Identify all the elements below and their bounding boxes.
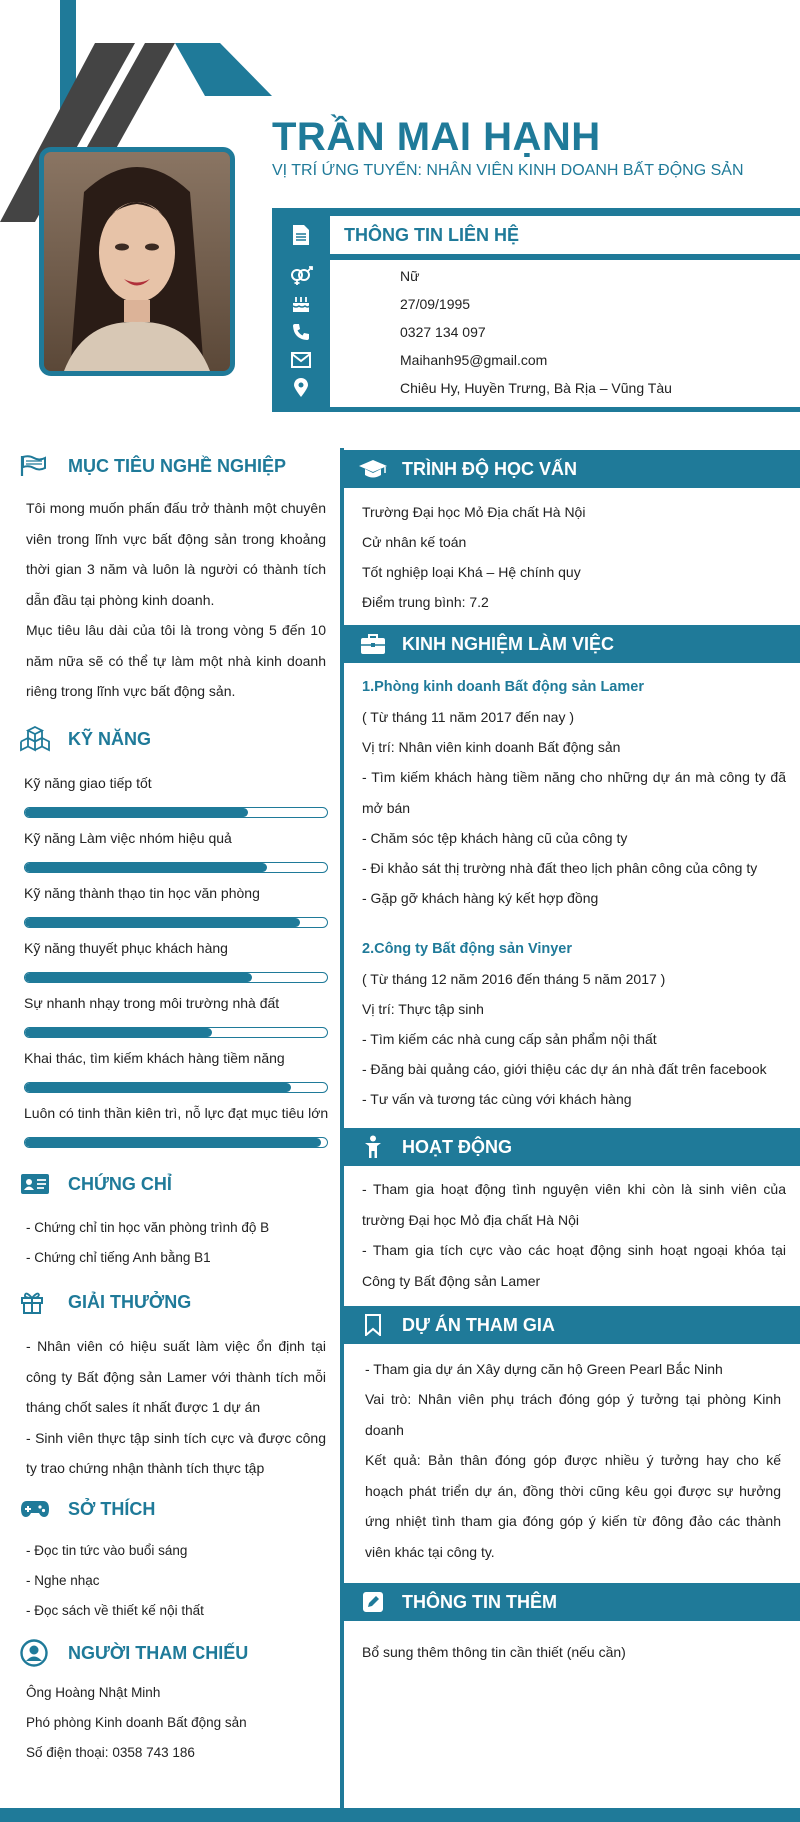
gender-value: Nữ [400, 268, 420, 284]
projects-details [365, 1354, 781, 1567]
project-result: Kết quả: Bản thân đóng góp được nhiều ý tưởng hay cho kế hoạch phát triển dự án, đồng thời cũng kêu gọi được sự hưởng ứng nhiệt tình tham gia đóng góp ý kiến từ đông đảo các thành viên khác tại công ty. [365, 1452, 781, 1560]
job-duty: - Tìm kiếm các nhà cung cấp sản phẩm nội thất [362, 1031, 657, 1047]
job-duty: - Tìm kiếm khách hàng tiềm năng cho những dự án mà công ty đã mở bán [362, 769, 786, 816]
phone-value: 0327 134 097 [400, 324, 486, 340]
experience-job-2 [362, 934, 786, 1114]
extra-header [344, 1583, 800, 1621]
job-period: ( Từ tháng 11 năm 2017 đến nay ) [362, 709, 574, 725]
certificate-item: - Chứng chỉ tin học văn phòng trình độ B [26, 1220, 270, 1235]
project-role: Vai trò: Nhân viên phụ trách đóng góp ý tưởng tại phòng Kinh doanh [365, 1391, 781, 1438]
skill-item [24, 940, 330, 960]
hobby-item: - Đọc tin tức vào buổi sáng [26, 1543, 188, 1558]
skill-item [24, 775, 330, 795]
education-title: TRÌNH ĐỘ HỌC VẤN [402, 458, 577, 479]
projects-title: DỰ ÁN THAM GIA [402, 1314, 555, 1335]
skill-progress-bar [24, 807, 328, 818]
awards-section [20, 1287, 330, 1484]
hobbies-title: SỞ THÍCH [68, 1498, 156, 1519]
hobby-item: - Nghe nhạc [26, 1573, 100, 1588]
skill-label: Luôn có tinh thần kiên trì, nỗ lực đạt mục tiêu lớn [24, 1105, 329, 1121]
skill-progress-fill [25, 1083, 291, 1092]
phone-icon [272, 320, 330, 344]
reference-section [20, 1638, 330, 1768]
education-details [362, 497, 786, 617]
skill-label: Khai thác, tìm kiếm khách hàng tiềm năng [24, 1050, 285, 1066]
skill-label: Kỹ năng thuyết phục khách hàng [24, 940, 228, 956]
activities-details [362, 1174, 786, 1296]
objective-section [20, 451, 330, 707]
briefcase-icon [344, 633, 402, 655]
activities-title: HOẠT ĐỘNG [402, 1136, 512, 1157]
skill-item [24, 885, 330, 905]
job-duty: - Tư vấn và tương tác cùng với khách hàng [362, 1091, 632, 1107]
location-icon [272, 376, 330, 400]
education-item: Cử nhân kế toán [362, 534, 467, 550]
contact-panel [272, 208, 800, 412]
skill-label: Kỹ năng thành thạo tin học văn phòng [24, 885, 260, 901]
projects-header [344, 1306, 800, 1344]
gift-icon [20, 1287, 52, 1317]
objective-paragraph-2: Mục tiêu lâu dài của tôi là trong vòng 5 đến 10 năm nữa sẽ có thể tự làm một nhà kinh doanh riêng trong lĩnh vực bất động sản. [26, 622, 326, 699]
contact-title: THÔNG TIN LIÊN HỆ [330, 216, 800, 254]
candidate-name: TRẦN MAI HẠNH [272, 115, 601, 159]
edit-pencil-icon [344, 1591, 402, 1613]
contact-details [330, 260, 800, 407]
activities-header [344, 1128, 800, 1166]
bottom-bar [0, 1808, 800, 1822]
experience-header [344, 625, 800, 663]
skill-progress-fill [25, 918, 300, 927]
experience-title: KINH NGHIỆM LÀM VIỆC [402, 633, 615, 654]
birthday-value: 27/09/1995 [400, 296, 471, 312]
flag-icon [20, 451, 52, 481]
objective-paragraph-1: Tôi mong muốn phấn đấu trở thành một chuyên viên trong lĩnh vực bất động sản trong khoảng thời gian 3 năm và luôn là người có thành tích dẫn đầu tại phòng kinh doanh. [26, 500, 326, 608]
birthday-cake-icon [272, 292, 330, 316]
skill-progress-bar [24, 1082, 328, 1093]
id-card-icon [20, 1169, 52, 1199]
skill-progress-fill [25, 973, 252, 982]
job-duty: - Đăng bài quảng cáo, giới thiệu các dự án nhà đất trên facebook [362, 1061, 767, 1077]
email-icon [272, 348, 330, 372]
applied-position: VỊ TRÍ ỨNG TUYỂN: NHÂN VIÊN KINH DOANH BẤT ĐỘNG SẢN [272, 162, 744, 179]
certificates-title: CHỨNG CHỈ [68, 1173, 172, 1194]
reference-phone: Số điện thoại: 0358 743 186 [26, 1745, 195, 1760]
skill-item [24, 1050, 330, 1070]
activity-item-1: - Tham gia hoạt động tình nguyện viên khi còn là sinh viên của trường Đại học Mỏ địa chất Hà Nội [362, 1181, 786, 1228]
skill-progress-fill [25, 808, 248, 817]
project-item: - Tham gia dự án Xây dựng căn hộ Green Pearl Bắc Ninh [365, 1361, 723, 1377]
education-header [344, 450, 800, 488]
skill-progress-bar [24, 1027, 328, 1038]
gender-icon [272, 264, 330, 288]
skill-item [24, 995, 330, 1015]
extra-title: THÔNG TIN THÊM [402, 1591, 557, 1612]
reference-title: NGƯỜI THAM CHIẾU [68, 1642, 249, 1663]
objective-title: MỤC TIÊU NGHỀ NGHIỆP [68, 455, 287, 476]
skill-label: Kỹ năng Làm việc nhóm hiệu quả [24, 830, 232, 846]
reference-role: Phó phòng Kinh doanh Bất động sản [26, 1715, 247, 1730]
skill-progress-bar [24, 917, 328, 928]
extra-text: Bổ sung thêm thông tin cần thiết (nếu cần) [362, 1644, 626, 1660]
job-duty: - Đi khảo sát thị trường nhà đất theo lịch phân công của công ty [362, 860, 758, 876]
skill-progress-bar [24, 1137, 328, 1148]
skills-header [20, 724, 330, 754]
user-circle-icon [20, 1638, 52, 1668]
job-role: Vị trí: Nhân viên kinh doanh Bất động sản [362, 739, 621, 755]
activity-item-2: - Tham gia tích cực vào các hoạt động sinh hoạt ngoại khóa tại Công ty Bất động sản Lamer [362, 1242, 786, 1289]
job-role: Vị trí: Thực tập sinh [362, 1001, 484, 1017]
person-icon [344, 1135, 402, 1159]
education-item: Trường Đại học Mỏ Địa chất Hà Nội [362, 504, 586, 520]
gamepad-icon [20, 1494, 52, 1524]
cubes-icon [20, 724, 52, 754]
hobbies-section [20, 1494, 330, 1626]
award-item-2: - Sinh viên thực tập sinh tích cực và được công ty trao chứng nhận thành tích thực tập [26, 1429, 326, 1476]
address-value: Chiêu Hy, Huyền Trưng, Bà Rịa – Vũng Tàu [400, 380, 672, 396]
skill-label: Sự nhanh nhạy trong môi trường nhà đất [24, 995, 280, 1011]
job-company: 1.Phòng kinh doanh Bất động sản Lamer [362, 679, 644, 695]
certificate-item: - Chứng chỉ tiếng Anh bằng B1 [26, 1250, 211, 1265]
job-period: ( Từ tháng 12 năm 2016 đến tháng 5 năm 2017 ) [362, 971, 666, 987]
experience-job-1 [362, 672, 786, 913]
skill-progress-bar [24, 862, 328, 873]
skills-title: KỸ NĂNG [68, 728, 152, 749]
education-item: Điểm trung bình: 7.2 [362, 594, 489, 610]
extra-details [362, 1637, 786, 1667]
job-company: 2.Công ty Bất động sản Vinyer [362, 941, 573, 957]
skill-progress-fill [25, 1028, 212, 1037]
skill-item [24, 1105, 330, 1125]
award-item-1: - Nhân viên có hiệu suất làm việc ổn định tại công ty Bất động sản Lamer với thành tích mỗi tháng chốt sales ít nhất được 1 dự án [26, 1338, 326, 1415]
hobby-item: - Đọc sách về thiết kế nội thất [26, 1603, 204, 1618]
document-icon [272, 216, 330, 254]
skill-label: Kỹ năng giao tiếp tốt [24, 775, 152, 791]
bookmark-icon [344, 1314, 402, 1336]
skill-progress-fill [25, 863, 267, 872]
skill-progress-fill [25, 1138, 321, 1147]
job-duty: - Chăm sóc tệp khách hàng cũ của công ty [362, 830, 628, 846]
awards-title: GIẢI THƯỞNG [68, 1291, 192, 1312]
job-duty: - Gặp gỡ khách hàng ký kết hợp đồng [362, 890, 599, 906]
skill-progress-bar [24, 972, 328, 983]
certificates-section [20, 1169, 330, 1273]
education-item: Tốt nghiệp loại Khá – Hệ chính quy [362, 564, 581, 580]
skill-item [24, 830, 330, 850]
reference-name: Ông Hoàng Nhật Minh [26, 1685, 161, 1700]
email-value: Maihanh95@gmail.com [400, 352, 548, 368]
graduation-cap-icon [344, 459, 402, 479]
profile-photo [39, 147, 235, 376]
